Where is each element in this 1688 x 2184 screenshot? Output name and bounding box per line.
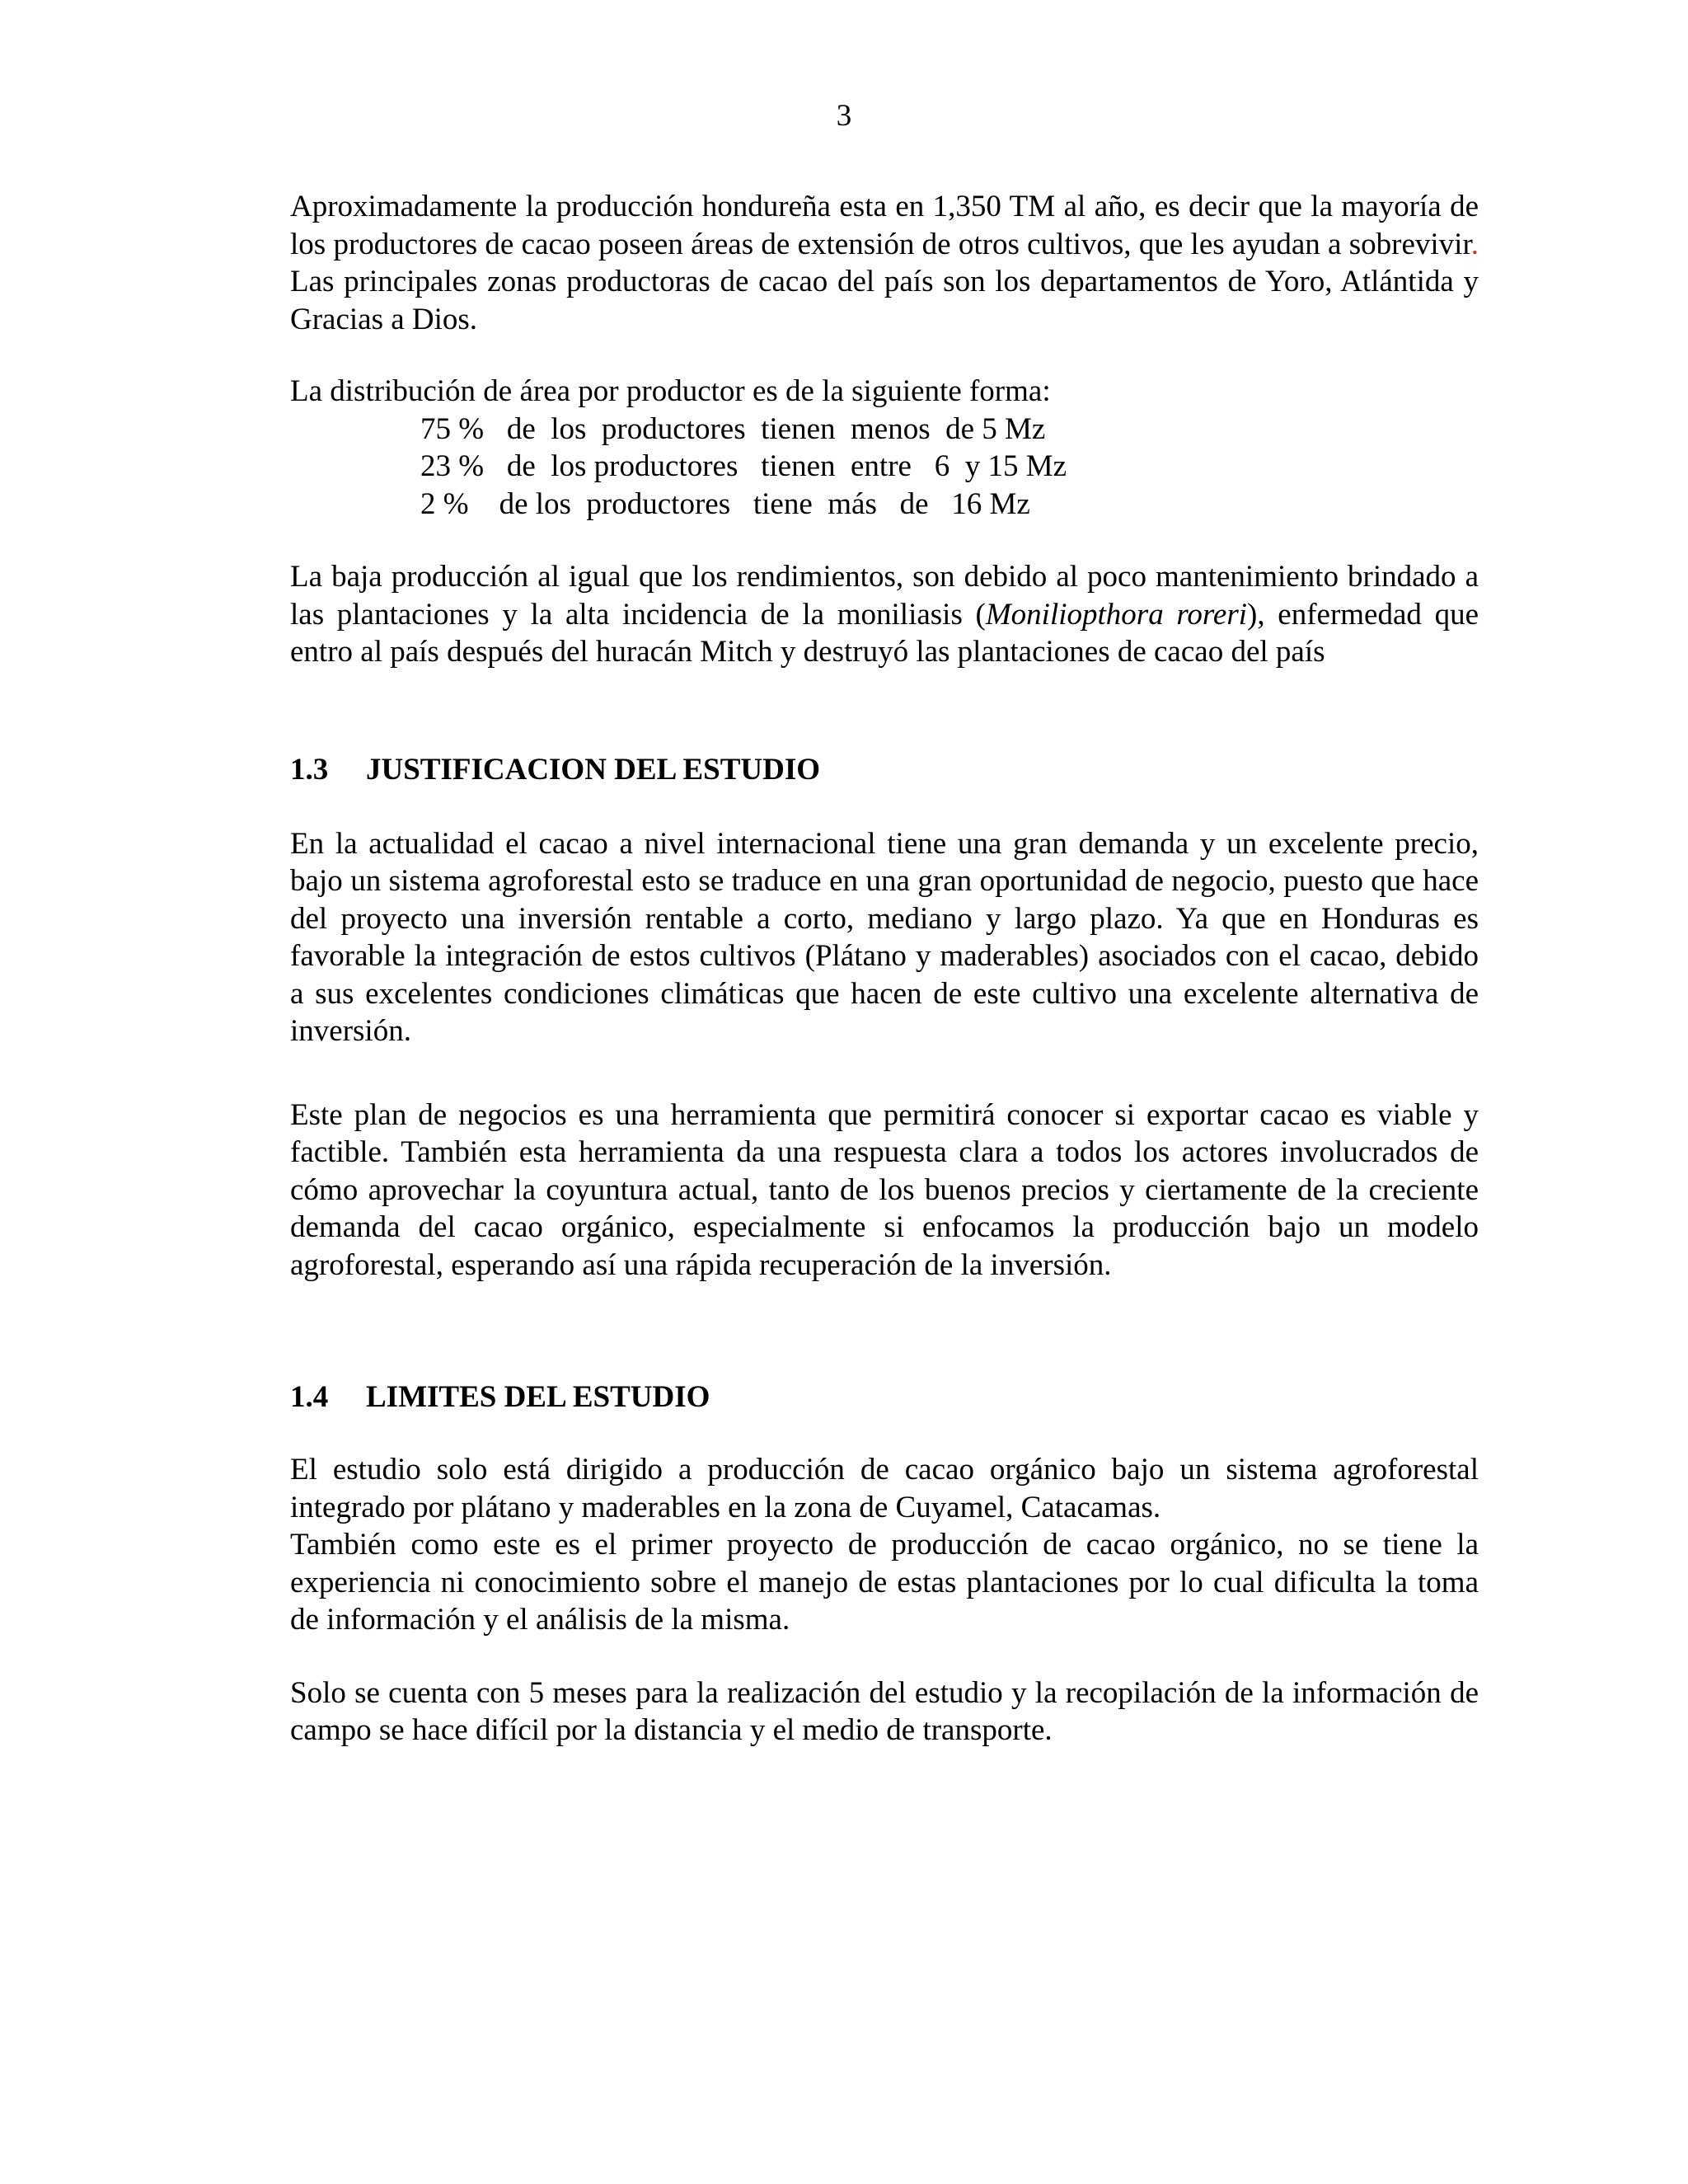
section-title: LIMITES DEL ESTUDIO <box>366 1380 710 1414</box>
paragraph-low-production <box>290 558 1479 671</box>
paragraph-production-text-2: Las principales zonas productoras de cacao del país son los departamentos de Yoro, Atlántida y Gracias a Dios. <box>290 265 1479 336</box>
paragraph-low-production-text-2: ), enfermedad que entro al país después del huracán Mitch y destruyó las plantaciones de cacao del país <box>290 597 1479 669</box>
paragraph-limits-2: También como este es el primer proyecto de producción de cacao orgánico, no se tiene la experiencia ni conocimiento sobre el manejo de estas plantaciones por lo cual dificulta la toma de información y el análisis de la misma. <box>290 1528 1479 1637</box>
document-body <box>290 188 1479 1750</box>
section-heading-1-3 <box>290 751 1479 789</box>
distribution-item: 2 % de los productores tiene más de 16 Mz <box>420 486 1030 521</box>
paragraph-production <box>290 188 1479 338</box>
paragraph-limits-3: Solo se cuenta con 5 meses para la realización del estudio y la recopilación de la información de campo se hace difícil por la distancia y el medio de transporte. <box>290 1675 1479 1747</box>
page-number: 3 <box>836 99 852 133</box>
paragraph-limits-1: El estudio solo está dirigido a producción de cacao orgánico bajo un sistema agroforestal integrado por plátano y maderables en la zona de Cuyamel, Catacamas. <box>290 1453 1479 1524</box>
paragraph-production-dot: . <box>1470 227 1479 261</box>
paragraph-low-production-text-1: La baja producción al igual que los rendimientos, son debido al poco mantenimiento brindado a las plantaciones y la alta incidencia de la moniliasis ( <box>290 560 1479 632</box>
distribution-item: 75 % de los productores tienen menos de 5 Mz <box>420 411 1046 446</box>
paragraph-production-text-1: Aproximadamente la producción hondureña esta en 1,350 TM al año, es decir que la mayoría de los productores de cacao poseen áreas de extensión de otros cultivos, que les ayudan a sobrevivir <box>290 190 1479 261</box>
paragraph-distribution-intro: La distribución de área por productor es de la siguiente forma: <box>290 374 1051 408</box>
section-number: 1.3 <box>290 752 329 787</box>
paragraph-justification-2: Este plan de negocios es una herramienta que permitirá conocer si exportar cacao es viable y factible. También esta herramienta da una respuesta clara a todos los actores involucrados de cómo aprovechar la coyuntura actual, tanto de los buenos precios y ciertamente de la creciente demanda del cacao orgánico, especialmente si enfocamos la producción bajo un modelo agroforestal, esperando así una rápida recuperación de la inversión. <box>290 1097 1479 1282</box>
distribution-item: 23 % de los productores tienen entre 6 y 15 Mz <box>420 449 1067 483</box>
section-heading-1-4 <box>290 1379 1479 1416</box>
species-name: Moniliopthora roreri <box>985 597 1248 632</box>
section-title: JUSTIFICACION DEL ESTUDIO <box>366 752 821 787</box>
distribution-list <box>290 411 1479 524</box>
paragraph-justification-1: En la actualidad el cacao a nivel internacional tiene una gran demanda y un excelente precio, bajo un sistema agroforestal esto se traduce en una gran oportunidad de negocio, puesto que hace del proyecto una inversión rentable a corto, mediano y largo plazo. Ya que en Honduras es favorable la integración de estos cultivos (Plátano y maderables) asociados con el cacao, debido a sus excelentes condiciones climáticas que hacen de este cultivo una excelente alternativa de inversión. <box>290 826 1479 1048</box>
section-number: 1.4 <box>290 1380 329 1414</box>
